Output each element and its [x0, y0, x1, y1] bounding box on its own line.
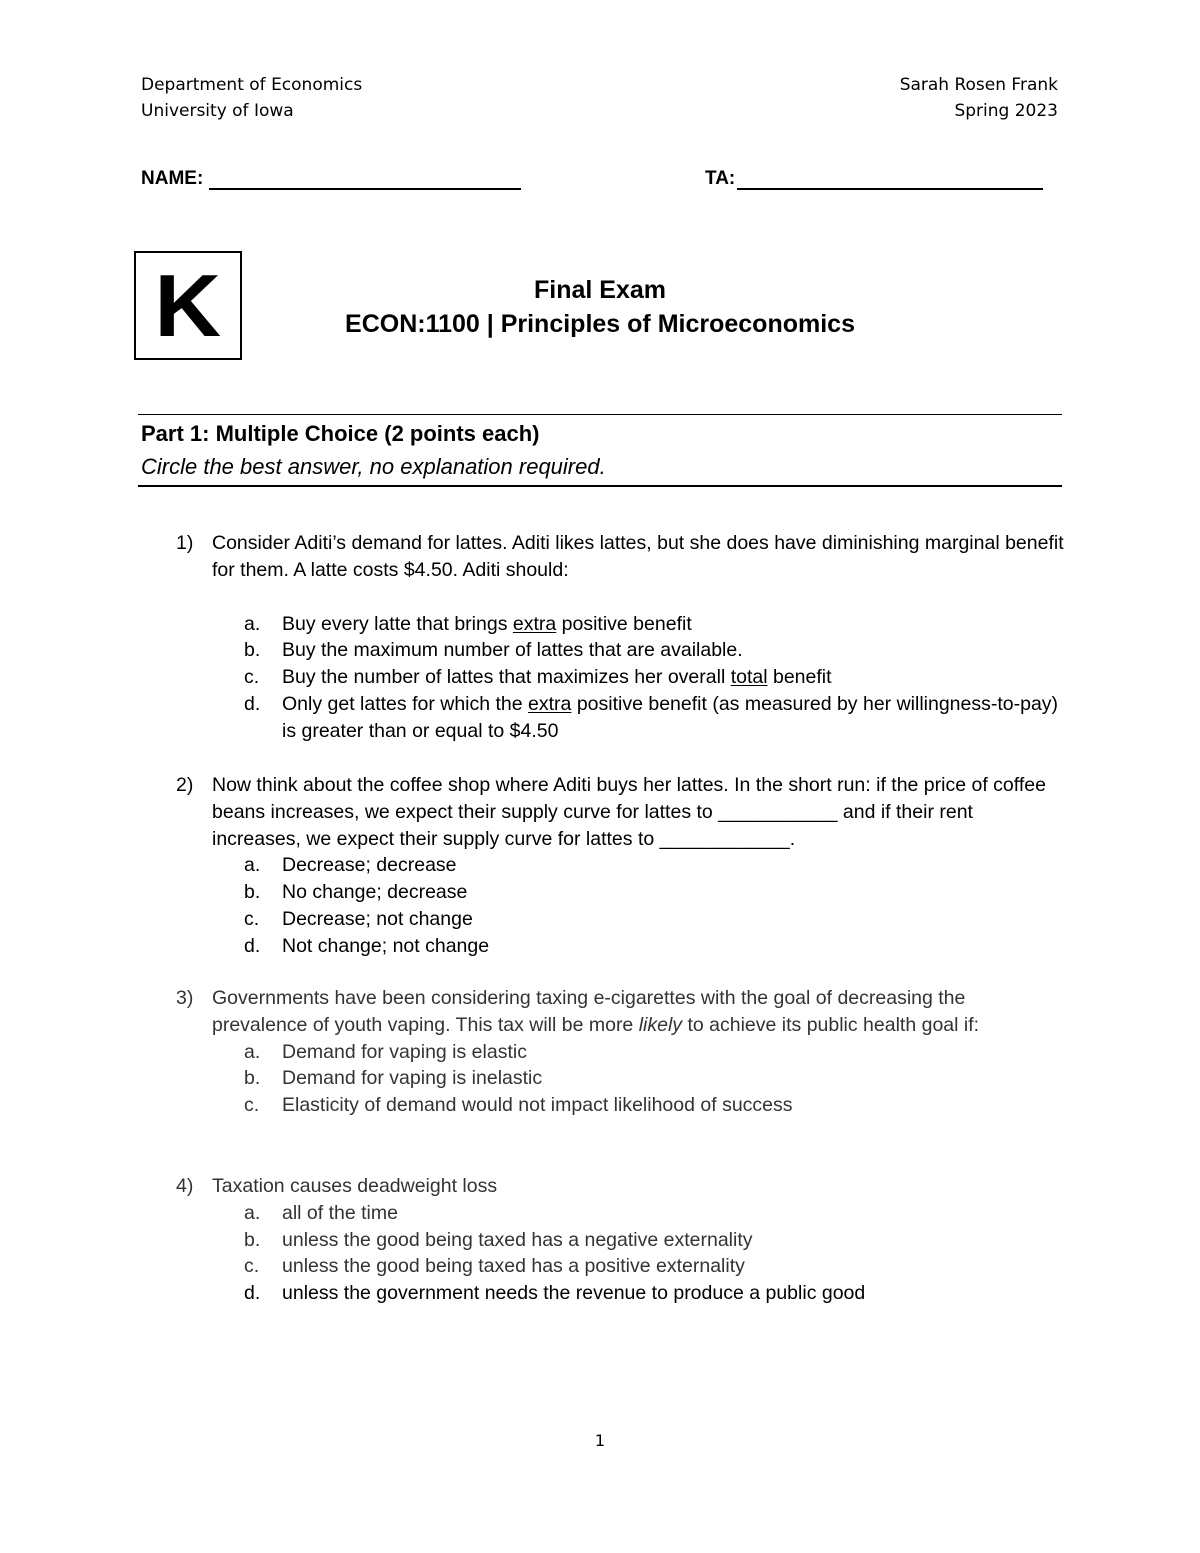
option-b[interactable]: b. Demand for vaping is inelastic: [244, 1067, 543, 1090]
term: Spring 2023: [954, 101, 1058, 121]
option-c[interactable]: c. Elasticity of demand would not impact likelihood of success: [244, 1094, 793, 1117]
option-b[interactable]: b. unless the good being taxed has a negative externality: [244, 1228, 753, 1251]
question-number: 1): [176, 532, 194, 554]
ta-blank[interactable]: [737, 170, 1043, 190]
option-d[interactable]: d. unless the government needs the revenue to produce a public good: [244, 1282, 866, 1305]
section-rule-bottom: [138, 485, 1062, 487]
option-c[interactable]: c. Buy the number of lattes that maximizes her overall total benefit: [244, 666, 832, 689]
question-number: 4): [176, 1175, 194, 1197]
question-3: [176, 985, 1066, 1119]
option-a[interactable]: a. all of the time: [244, 1201, 398, 1224]
exam-version-box: [134, 251, 242, 360]
question-text: Now think about the coffee shop where Aditi buys her lattes. In the short run: if the price of coffee beans increases, we expect their supply curve for lattes to ___________ and if their rent increases, we expect their supply curve for lattes to ____________.: [212, 774, 1046, 850]
question-text: Consider Aditi’s demand for lattes. Aditi likes lattes, but she does have diminishing marginal benefit for them. A latte costs $4.50. Aditi should:: [212, 532, 1064, 581]
question-4: [176, 1173, 1066, 1307]
exam-version-letter: K: [154, 255, 222, 355]
section-rule-top: [138, 414, 1062, 415]
header-left: [141, 72, 362, 124]
option-a[interactable]: a. Demand for vaping is elastic: [244, 1040, 527, 1063]
option-b[interactable]: b. No change; decrease: [244, 881, 468, 904]
option-a[interactable]: a. Decrease; decrease: [244, 854, 457, 877]
option-c[interactable]: c. Decrease; not change: [244, 907, 473, 930]
course-title: ECON:1100 | Principles of Microeconomics: [345, 310, 855, 338]
question-text: Governments have been considering taxing e-cigarettes with the goal of decreasing the prevalence of youth vaping. This tax will be more likely to achieve its public health goal if:: [212, 987, 980, 1036]
option-b[interactable]: b. Buy the maximum number of lattes that are available.: [244, 639, 743, 662]
ta-field: [705, 168, 1043, 190]
ta-label: TA:: [705, 168, 736, 189]
part-heading: Part 1: Multiple Choice (2 points each): [141, 421, 540, 446]
question-number: 2): [176, 774, 194, 796]
part-instructions: Circle the best answer, no explanation required.: [141, 454, 606, 479]
name-label: NAME:: [141, 168, 204, 189]
department: Department of Economics: [141, 75, 363, 95]
university: University of Iowa: [141, 101, 294, 121]
option-d[interactable]: d. Only get lattes for which the extra positive benefit (as measured by her willingness-to-pay) is greater than or equal to $4.50: [244, 692, 1059, 742]
page-number: 1: [594, 1431, 606, 1450]
name-field: [141, 168, 521, 190]
exam-title: Final Exam: [534, 276, 666, 304]
option-a[interactable]: a. Buy every latte that brings extra positive benefit: [244, 612, 692, 635]
question-number: 3): [176, 987, 194, 1009]
name-blank[interactable]: [209, 170, 521, 190]
header-right: [900, 72, 1058, 124]
question-2: [176, 772, 1066, 960]
option-d[interactable]: d. Not change; not change: [244, 934, 490, 957]
question-1: [176, 530, 1066, 745]
option-c[interactable]: c. unless the good being taxed has a positive externality: [244, 1255, 745, 1278]
question-text: Taxation causes deadweight loss: [212, 1175, 498, 1197]
instructor: Sarah Rosen Frank: [899, 75, 1058, 95]
